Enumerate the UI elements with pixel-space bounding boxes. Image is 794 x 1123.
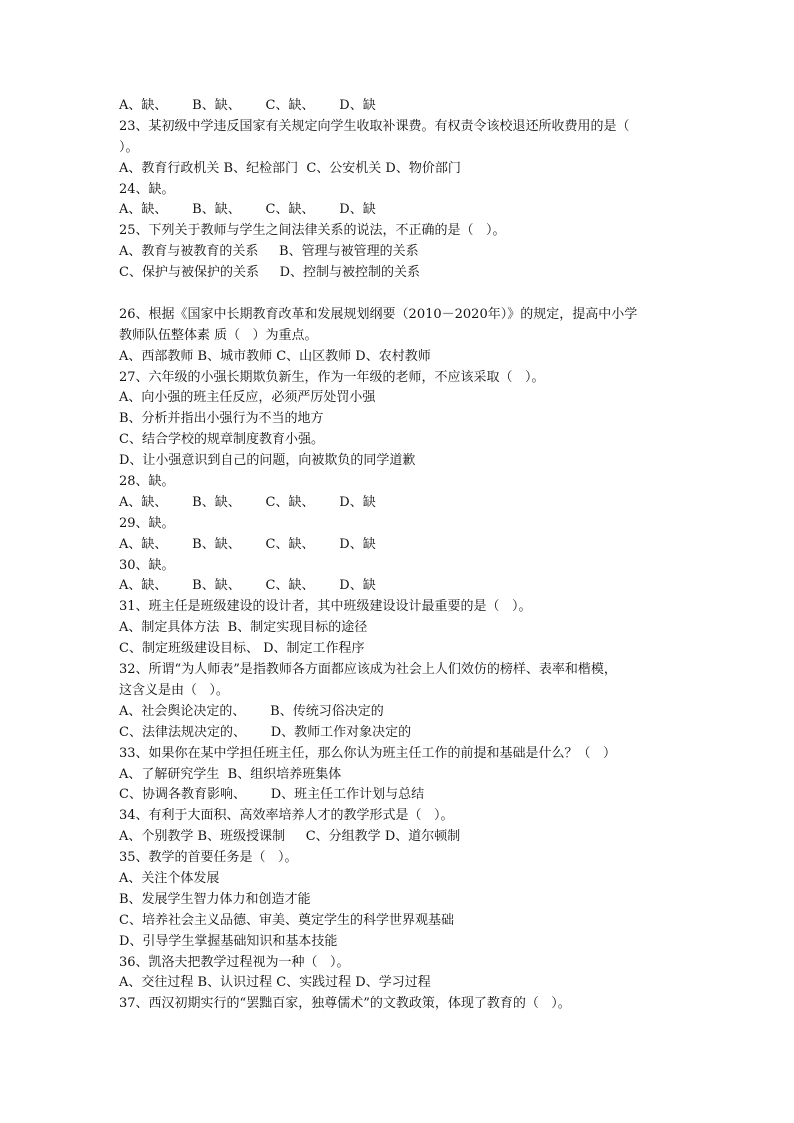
text-line: A、缺、 B、缺、 C、缺、 D、缺: [119, 494, 376, 510]
text-line: A、缺、 B、缺、 C、缺、 D、缺: [119, 578, 376, 594]
text-line: 34、有利于大面积、高效率培养人才的教学形式是（ ）。: [119, 808, 454, 824]
text-line: 35、教学的首要任务是（ ）。: [119, 850, 298, 866]
text-line: 37、西汉初期实行的“罢黜百家，独尊儒术”的文教政策，体现了教育的（ ）。: [119, 996, 571, 1012]
text-line: C、结合学校的规章制度教育小强。: [119, 432, 324, 448]
text-line: D、让小强意识到自己的问题，向被欺负的同学道歉: [119, 453, 416, 469]
text-line: A、个别教学 B、班级授课制 C、分组教学 D、道尔顿制: [119, 829, 461, 845]
text-line: 28、缺。: [119, 474, 175, 490]
text-line: 29、缺。: [119, 515, 175, 531]
text-line: 33、如果你在某中学担任班主任，那么你认为班主任工作的前提和基础是什么？（ ）: [119, 745, 616, 761]
text-line: A、西部教师 B、城市教师 C、山区教师 D、农村教师: [119, 348, 431, 364]
text-line: A、制定具体方法 B、制定实现目标的途径: [119, 620, 368, 636]
text-line: C、协调各教育影响、 D、班主任工作计划与总结: [119, 787, 425, 803]
text-line: A、缺、 B、缺、 C、缺、 D、缺: [119, 202, 376, 218]
text-line: 30、缺。: [119, 557, 175, 573]
text-line: A、缺、 B、缺、 C、缺、 D、缺: [119, 98, 376, 113]
text-line: A、交往过程 B、认识过程 C、实践过程 D、学习过程: [119, 975, 431, 991]
text-line: 25、下列关于教师与学生之间法律关系的说法，不正确的是（ ）。: [119, 223, 506, 239]
text-line: A、教育行政机关 B、纪检部门 C、公安机关 D、物价部门: [119, 160, 461, 176]
text-line: A、社会舆论决定的、 B、传统习俗决定的: [119, 703, 384, 719]
text-line: A、了解研究学生 B、组织培养班集体: [119, 766, 342, 782]
text-line: A、教育与被教育的关系 B、管理与被管理的关系: [119, 244, 419, 260]
text-line: B、分析并指出小强行为不当的地方: [119, 411, 324, 427]
text-line: A、关注个体发展: [119, 870, 220, 886]
text-line: 27、六年级的小强长期欺负新生，作为一年级的老师，不应该采取（ ）。: [119, 369, 545, 385]
text-line: 23、某初级中学违反国家有关规定向学生收取补课费。有权责令该校退还所收费用的是（: [119, 118, 630, 134]
text-line: ）。: [119, 139, 139, 155]
text-line: C、培养社会主义品德、审美、奠定学生的科学世界观基础: [119, 912, 454, 928]
text-line: 36、凯洛夫把教学过程视为一种（ ）。: [119, 954, 350, 970]
text-line: 这含义是由（ ）。: [119, 682, 229, 698]
text-line: 32、所谓“为人师表”是指教师各方面都应该成为社会上人们效仿的榜样、表率和楷模，: [119, 662, 617, 678]
text-line: A、缺、 B、缺、 C、缺、 D、缺: [119, 536, 376, 552]
question-list: [119, 96, 679, 1015]
text-line: D、引导学生掌握基础知识和基本技能: [119, 933, 338, 949]
text-line: A、向小强的班主任反应，必须严厉处罚小强: [119, 390, 376, 406]
text-line: 26、根据《国家中长期教育改革和发展规划纲要（2010－2020年）》的规定，提高中小学: [119, 306, 638, 322]
text-line: 教师队伍整体素 质（ ）为重点。: [119, 327, 318, 343]
blank-line: [119, 284, 679, 305]
text-line: 31、班主任是班级建设的设计者，其中班级建设设计最重要的是（ ）。: [119, 599, 532, 615]
text-line: C、制定班级建设目标、 D、制定工作程序: [119, 641, 365, 657]
text-line: C、保护与被保护的关系 D、控制与被控制的关系: [119, 265, 421, 281]
text-line: B、发展学生智力体力和创造才能: [119, 891, 311, 907]
text-line: C、法律法规决定的、 D、教师工作对象决定的: [119, 724, 412, 740]
text-line: 24、缺。: [119, 181, 175, 197]
